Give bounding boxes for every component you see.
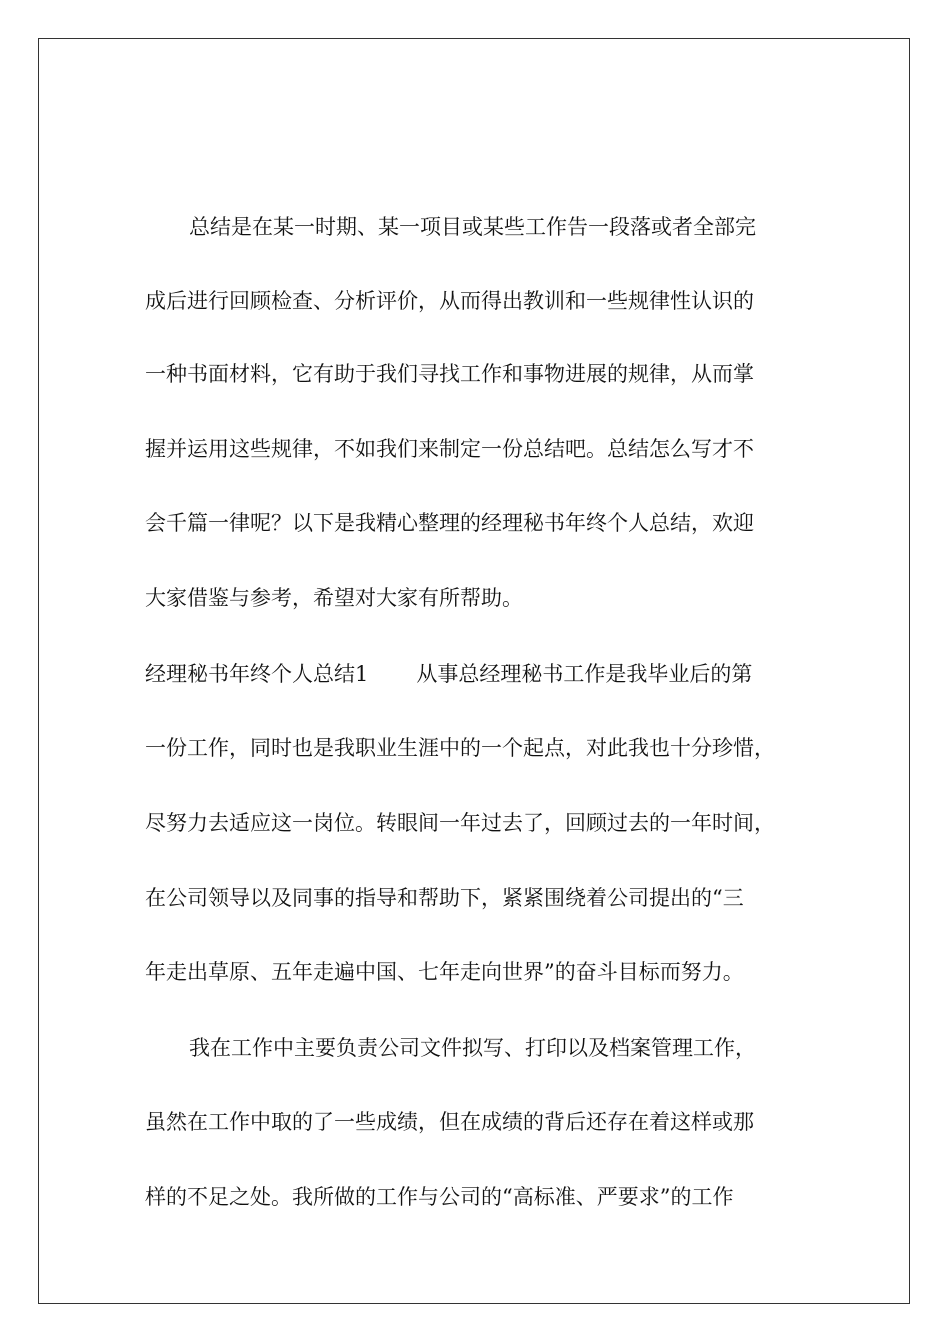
section-line-3: 在公司领导以及同事的指导和帮助下，紧紧围绕着公司提出的“三	[145, 886, 744, 910]
intro-line-4: 握并运用这些规律，不如我们来制定一份总结吧。总结怎么写才不	[145, 437, 754, 461]
intro-line-3: 一种书面材料，它有助于我们寻找工作和事物进展的规律，从而掌	[145, 362, 754, 386]
paragraph2-line-1: 我在工作中主要负责公司文件拟写、打印以及档案管理工作，	[189, 1036, 756, 1060]
intro-line-1: 总结是在某一时期、某一项目或某些工作告一段落或者全部完	[189, 215, 756, 239]
section-line-4: 年走出草原、五年走遍中国、七年走向世界”的奋斗目标而努力。	[145, 960, 744, 984]
section-title: 经理秘书年终个人总结1	[145, 662, 369, 686]
section-line-2: 尽努力去适应这一岗位。转眼间一年过去了，回顾过去的一年时间，	[145, 811, 775, 835]
section-first-line: 从事总经理秘书工作是我毕业后的第	[416, 662, 753, 686]
section-heading-line	[145, 659, 810, 689]
paragraph2-line-3: 样的不足之处。我所做的工作与公司的“高标准、严要求”的工作	[145, 1185, 734, 1209]
section-line-1: 一份工作，同时也是我职业生涯中的一个起点，对此我也十分珍惜，	[145, 736, 775, 760]
intro-line-5: 会千篇一律呢？以下是我精心整理的经理秘书年终个人总结，欢迎	[145, 511, 754, 535]
paragraph2-line-2: 虽然在工作中取的了一些成绩，但在成绩的背后还存在着这样或那	[145, 1110, 754, 1134]
intro-line-6: 大家借鉴与参考，希望对大家有所帮助。	[145, 586, 523, 610]
intro-line-2: 成后进行回顾检查、分析评价，从而得出教训和一些规律性认识的	[145, 289, 754, 313]
